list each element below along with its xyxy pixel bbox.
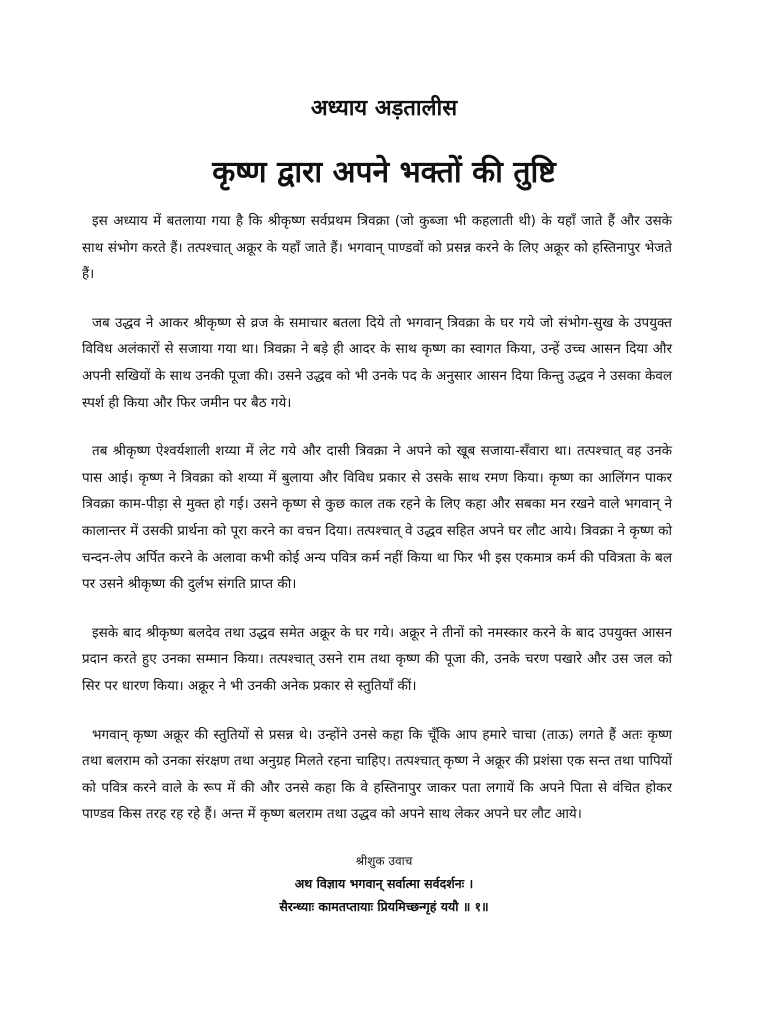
chapter-number-heading: अध्याय अड़तालीस: [310, 96, 458, 121]
summary-paragraph: इसके बाद श्रीकृष्ण बलदेव तथा उद्धव समेत अक्रूर के घर गये। अक्रूर ने तीनों को नमस्कार करने के बाद उपयुक्त आसन प्रदान करते हुए उनका सम्मान किया। तत्पश्चात् उसने राम तथा कृष्ण की पूजा की, उनके चरण पखारे और उस जल को सिर पर धारण किया। अक्रूर ने भी उनकी अनेक प्रकार से स्तुतियाँ कीं।: [82, 624, 672, 694]
chapter-title: कृष्ण द्वारा अपने भक्तों की तुष्टि: [212, 155, 556, 190]
verse-line-1: अथ विज्ञाय भगवान् सर्वात्मा सर्वदर्शनः ।: [294, 876, 474, 891]
summary-paragraph: भगवान् कृष्ण अक्रूर की स्तुतियों से प्रसन्न थे। उन्होंने उनसे कहा कि चूँकि आप हमारे चाचा (ताऊ) लगते हैं अतः कृष्ण तथा बलराम को उनका संरक्षण तथा अनुग्रह मिलते रहना चाहिए। तत्पश्चात् कृष्ण ने अक्रूर की प्रशंसा एक सन्त तथा पापियों को पवित्र करने वाले के रूप में की और उनसे कहा कि वे हस्तिनापुर जाकर पता लगायें कि अपने पिता से वंचित होकर पाण्डव किस तरह रह रहे हैं। अन्त में कृष्ण बलराम तथा उद्धव को अपने साथ लेकर अपने घर लौट आये।: [82, 726, 672, 823]
sanskrit-verse: [0, 850, 768, 918]
summary-paragraph: जब उद्धव ने आकर श्रीकृष्ण से व्रज के समाचार बतला दिये तो भगवान् त्रिवक्रा के घर गये जो संभोग-सुख के उपयुक्त विविध अलंकारों से सजाया गया था। त्रिवक्रा ने बड़े ही आदर के साथ कृष्ण का स्वागत किया, उन्हें उच्च आसन दिया और अपनी सखियों के साथ उनकी पूजा की। उसने उद्धव को भी उनके पद के अनुसार आसन दिया किन्तु उद्धव ने उसका केवल स्पर्श ही किया और फिर जमीन पर बैठ गये।: [82, 314, 672, 411]
verse-speaker: श्रीशुक उवाच: [355, 854, 413, 868]
chapter-summary: [82, 208, 672, 850]
summary-paragraph: इस अध्याय में बतलाया गया है कि श्रीकृष्ण सर्वप्रथम त्रिवक्रा (जो कुब्जा भी कहलाती थी) के यहाँ जाते हैं और उसके साथ संभोग करते हैं। तत्पश्चात् अक्रूर के यहाँ जाते हैं। भगवान् पाण्डवों को प्रसन्न करने के लिए अक्रूर को हस्तिनापुर भेजते हैं।: [82, 213, 672, 283]
summary-paragraph: तब श्रीकृष्ण ऐश्वर्यशाली शय्या में लेट गये और दासी त्रिवक्रा ने अपने को खूब सजाया-सँवारा था। तत्पश्चात् वह उनके पास आई। कृष्ण ने त्रिवक्रा को शय्या में बुलाया और विविध प्रकार से उसके साथ रमण किया। कृष्ण का आलिंगन पाकर त्रिवक्रा काम-पीड़ा से मुक्त हो गई। उसने कृष्ण से कुछ काल तक रहने के लिए कहा और सबका मन रखने वाले भगवान् ने कालान्तर में उसकी प्रार्थना को पूरा करने का वचन दिया। तत्पश्चात् वे उद्धव सहित अपने घर लौट आये। त्रिवक्रा ने कृष्ण को चन्दन-लेप अर्पित करने के अलावा कभी कोई अन्य पवित्र कर्म नहीं किया था फिर भी इस एकमात्र कर्म की पवित्रता के बल पर उसने श्रीकृष्ण की दुर्लभ संगति प्राप्त की।: [82, 443, 672, 593]
verse-line-2: सैरन्ध्याः कामतप्तायाः प्रियमिच्छन्गृहं ययौ ॥ १॥: [279, 899, 489, 914]
